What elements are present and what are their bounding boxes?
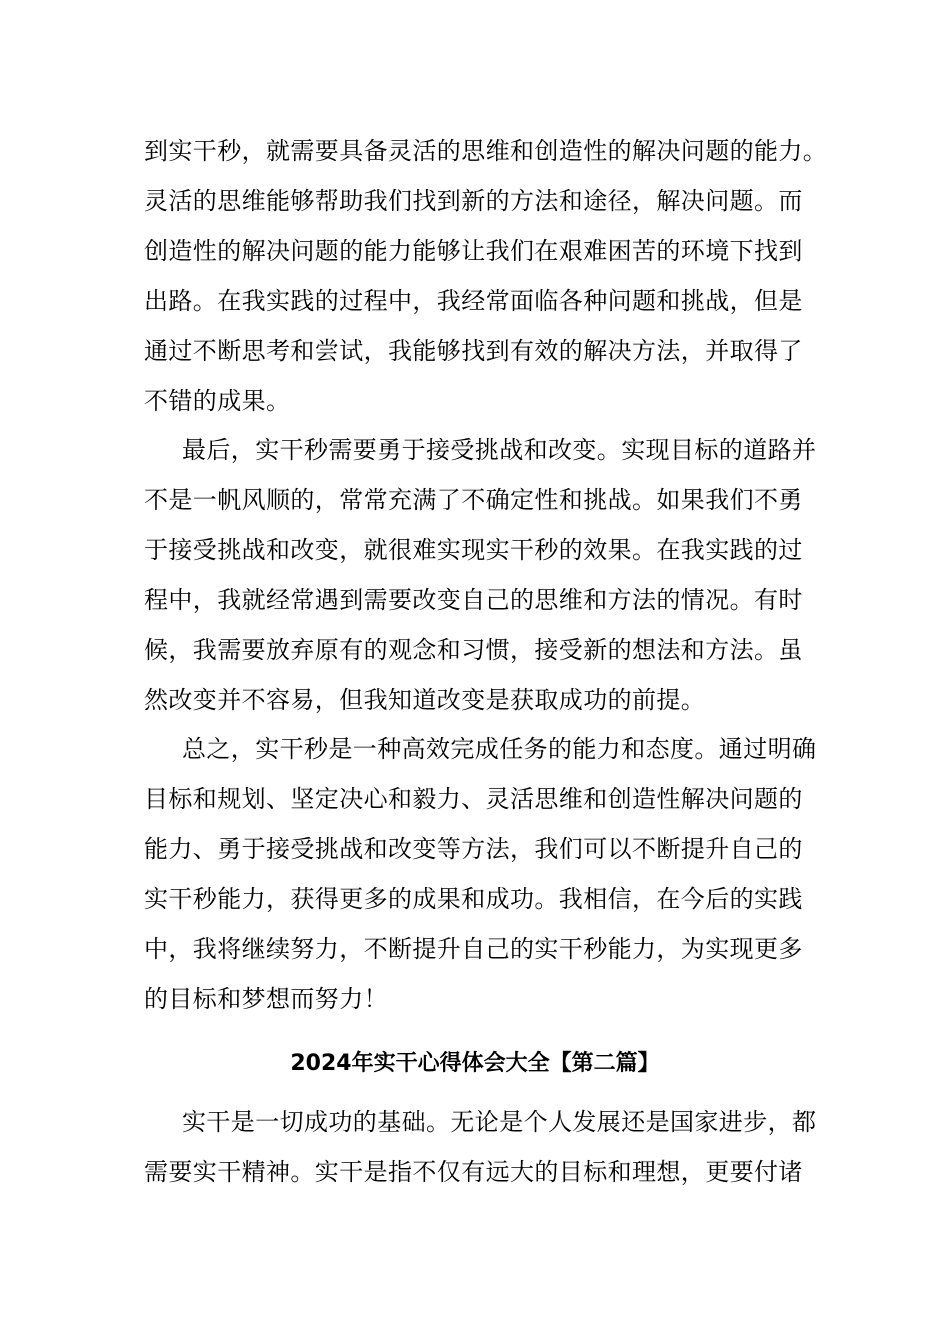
text-line: 中，我将继续努力，不断提升自己的实干秒能力，为实现更多 [144,935,803,963]
text-line: 出路。在我实践的过程中，我经常面临各种问题和挑战，但是 [144,287,803,315]
text-line: 目标和规划、坚定决心和毅力、灵活思维和创造性解决问题的 [144,785,803,813]
text-line: 候，我需要放弃原有的观念和习惯，接受新的想法和方法。虽 [144,636,803,664]
text-line: 不错的成果。 [144,387,291,415]
text-line: 通过不断思考和尝试，我能够找到有效的解决方法，并取得了 [144,337,803,365]
text-line: 到实干秒，就需要具备灵活的思维和创造性的解决问题的能力。 [144,137,828,165]
text-line: 程中，我就经常遇到需要改变自己的思维和方法的情况。有时 [144,586,803,614]
text-line: 不是一帆风顺的，常常充满了不确定性和挑战。如果我们不勇 [144,486,803,514]
text-line: 需要实干精神。实干是指不仅有远大的目标和理想，更要付诸 [144,1158,803,1186]
text-line: 最后，实干秒需要勇于接受挑战和改变。实现目标的道路并 [182,436,817,464]
section-heading: 2024年实干心得体会大全【第二篇】 [290,1051,660,1076]
text-line: 的目标和梦想而努力！ [144,985,388,1013]
text-line: 总之，实干秒是一种高效完成任务的能力和态度。通过明确 [182,735,817,763]
text-line: 能力、勇于接受挑战和改变等方法，我们可以不断提升自己的 [144,835,803,863]
text-line: 然改变并不容易，但我知道改变是获取成功的前提。 [144,686,706,714]
text-line: 实干秒能力，获得更多的成果和成功。我相信，在今后的实践 [144,885,803,913]
text-line: 实干是一切成功的基础。无论是个人发展还是国家进步，都 [182,1108,817,1136]
text-line: 创造性的解决问题的能力能够让我们在艰难困苦的环境下找到 [144,237,803,265]
text-line: 灵活的思维能够帮助我们找到新的方法和途径，解决问题。而 [144,187,803,215]
text-line: 于接受挑战和改变，就很难实现实干秒的效果。在我实践的过 [144,536,803,564]
